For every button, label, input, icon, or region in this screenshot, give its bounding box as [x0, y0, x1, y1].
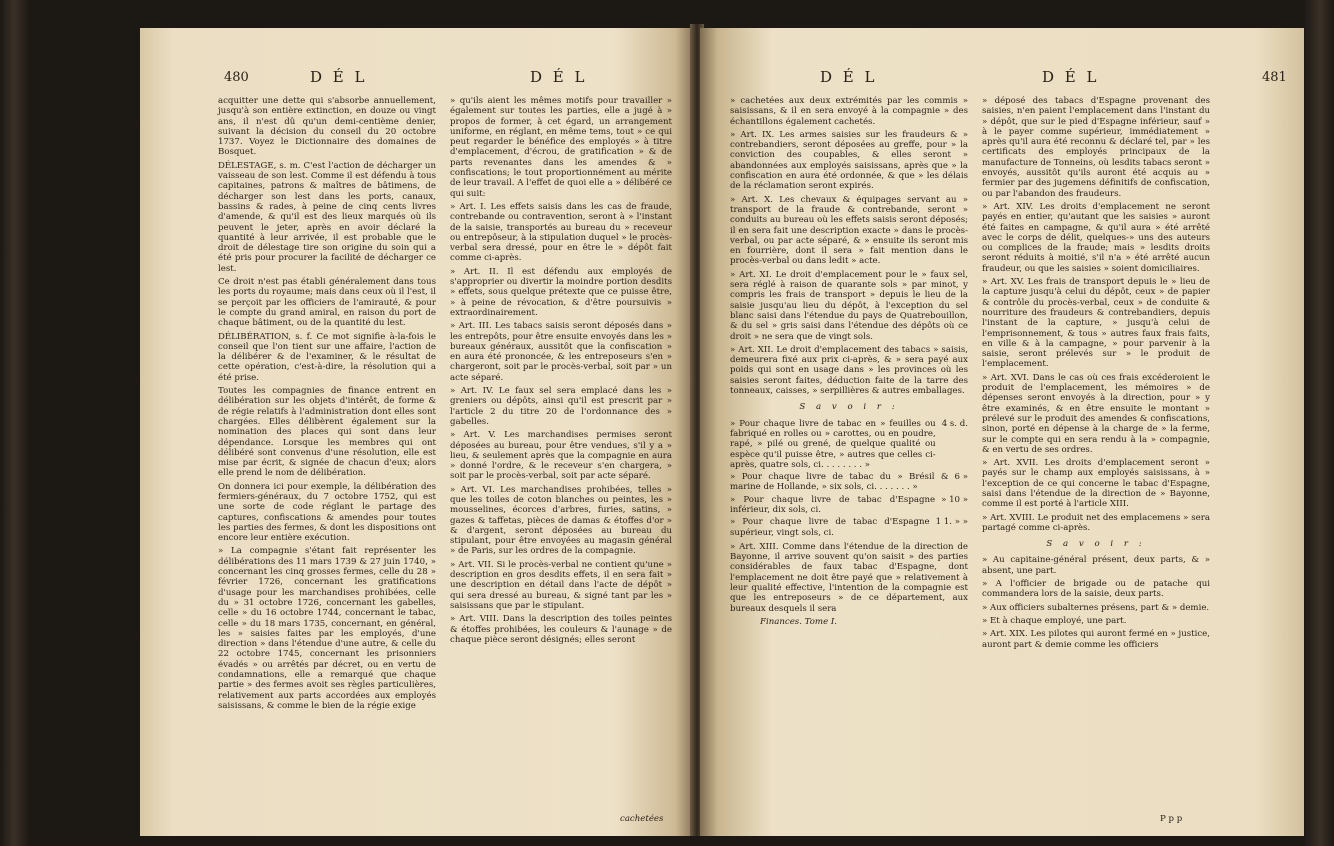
right-column-1 — [730, 96, 968, 627]
article: » Art. XVIII. Le produit net des emplacemens » sera partagé comme ci-après. — [982, 512, 1210, 533]
paragraph: » Au capitaine-général présent, deux parts, & » absent, une part. — [982, 555, 1210, 576]
tariff-amount: 6 » — [954, 472, 968, 483]
right-column-2 — [982, 96, 1210, 653]
savoir-heading-2: S a v o i r : — [1046, 539, 1146, 550]
catchword: cachetées — [620, 814, 664, 824]
tariff-amount: » 10 » — [941, 494, 968, 505]
tariff-amount: 1 1. » » — [935, 517, 968, 528]
left-page — [140, 28, 692, 836]
left-column-1 — [218, 96, 436, 714]
article: » Art. III. Les tabacs saisis seront déposés dans » les entrepôts, pour être ensuite envoyés dans les » bureaux généraux, aussitôt que la confiscation » en aura été prononcée, & les entreposeurs s'en » chargeront, soit par le procès-verbal, soit par » un acte séparé. — [450, 321, 672, 383]
article: » Art. I. Les effets saisis dans les cas de fraude, contrebande ou contravention, seront à » l'instant de la saisie, transportés au bureau du » receveur ou entrepôseur, à la stipulation duquel » le procès-verbal sera dressé, pour en être le » dépôt fait comme ci-après. — [450, 201, 672, 264]
paragraph: » déposé des tabacs d'Espagne provenant des saisies, n'en paient l'emplacement dans l'instant du » dépôt, que sur le pied d'Espagne inférieur, sauf » à le payer comme supérieur, immédiatement » après qu'il aura été reconnu & déclaré tel, par » les certificats des employés principaux de la manufacture de Tonneins, où lesdits tabacs seront » envoyés, aussitôt qu'ils auront été acquis au » fermier par des jugemens définitifs de confiscation, ou par l'abandon des fraudeurs. — [982, 96, 1210, 199]
paragraph: acquitter une dette qui s'absorbe annuellement, jusqu'à son entière extinction, en douze ou vingt ans, il n'est dû qu'un demi-centième denier, suivant la décision du conseil du 20 octobre 1737. Voyez le Dictionnaire des domaines de Bosquet. — [218, 96, 436, 158]
article: » Art. XI. Le droit d'emplacement pour le » faux sel, sera réglé à raison de quarante sols » par minot, y compris les frais de transport » depuis le lieu de la saisie jusqu'au lieu du dépôt, à l'exception du sel blanc saisi dans l'étendue du pays de Quatrebouillon, & du sel » gris saisi dans l'étendue des dépôts où ce droit » ne sera que de vingt sols. — [730, 269, 968, 342]
left-running-head-2: D É L — [530, 68, 588, 86]
paragraph: » qu'ils aient les mêmes motifs pour travailler » également sur toutes les parties, elle a jugé à » propos de former, à cet égard, un arrangement uniforme, en réglant, en même tems, tout » ce qui peut regarder le bénéfice des employés » à titre d'emplacement, d'écrou, de gratification » & de parts revenantes dans les amendes & » confiscations; le tout proportionnément au mérite de leur travail. A l'effet de quoi elle a » délibéré ce qui suit: — [450, 96, 672, 199]
paragraph: » Aux officiers subalternes présens, part & » demie. — [982, 602, 1210, 613]
tariff-text: » Pour chaque livre de tabac du » Brésil & marine de Hollande, » six sols, ci. . . . . . . » — [730, 472, 949, 493]
article: » Art. XV. Les frais de transport depuis le » lieu de la capture jusqu'à celui du dépôt, ceux » de papier & contrôle du procès-verbal, ceux » de conduite & nourriture des fraudeurs & contrebandiers, depuis l'instant de la capture, » jusqu'à celui de l'emprisonnement, & tous » autres faux frais faits, en ville & à la campagne, » pour parvenir à la saisie, seront prélevés sur » le produit de l'emplacement. — [982, 277, 1210, 370]
tariff-row — [730, 495, 968, 516]
entry-deliberation: DÉLIBÉRATION, s. f. Ce mot signifie à-la-fois le conseil que l'on tient sur une affaire, l'action de la délibérer & de l'examiner, & le résultat de cette opération, c'est-à-dire, la résolution qui a été prise. — [218, 331, 436, 383]
article: » Art. XIX. Les pilotes qui auront fermé en » justice, auront part & demie comme les officiers — [982, 629, 1210, 650]
right-running-head-2: D É L — [1042, 68, 1100, 86]
article: » Art. VI. Les marchandises prohibées, telles » que les toiles de coton blanches ou peintes, les » mousselines, écorces d'arbres, furies, satins, » gazes & taffetas, pièces de damas & étoffes d'or » & d'argent, seront déposées au bureau du stipulant, pour être envoyées au magasin général » de Paris, sur les ordres de la compagnie. — [450, 484, 672, 557]
article: » Art. XII. Le droit d'emplacement des tabacs » saisis, demeurera fixé aux prix ci-après, & » sera payé aux poids qui sont en usage dans » les provinces où les saisies seront faites, déduction faite de la tarre des tonneaux, caisses, » serpillières & autres emballages. — [730, 344, 968, 397]
article: » Art. XVII. Les droits d'emplacement seront » payés sur le champ aux employés saisissans, à » l'exception de ce qui concerne le tabac d'Espagne, saisi dans l'étendue de la direction de » Bayonne, comme il est porté à l'article XIII. — [982, 458, 1210, 510]
article: » Art. VII. Si le procès-verbal ne contient qu'une » description en gros desdits effets, il en sera fait » une description en détail dans l'acte de dépôt » qui sera dressé au bureau, & signé tant par les » saisissans que par le stipulant. — [450, 559, 672, 611]
left-running-head-1: D É L — [310, 68, 368, 86]
article: » Art. VIII. Dans la description des toiles peintes & étoffes prohibées, les couleurs & l'aunage » de chaque pièce seront désignés; elles seront — [450, 614, 672, 645]
tariff-row — [730, 419, 968, 470]
article: » Art. IV. Le faux sel sera emplacé dans les » greniers ou dépôts, ainsi qu'il est prescrit par » l'article 2 du titre 20 de l'ordonnance des » gabelles. — [450, 386, 672, 427]
tariff-amount: 4 s. d. — [941, 418, 968, 429]
tariff-text: » Pour chaque livre de tabac d'Espagne supérieur, vingt sols, ci. — [730, 517, 930, 538]
footer-signature: Finances. Tome I. — [760, 616, 838, 627]
article: » Art. V. Les marchandises permises seront déposées au bureau, pour être vendues, s'il y a » lieu, & seulement après que la compagnie en aura » donné l'ordre, & le receveur s'en chargera, » soit par le procès-verbal, soit par acte séparé. — [450, 430, 672, 482]
article: » Art. XVI. Dans le cas où ces frais excéderoient le produit de l'emplacement, les mémoires » de dépenses seront envoyés à la direction, pour » y être examinés, & en être ensuite le montant » prélevé sur le produit des amendes & confiscations, sinon, porté en dépense à la charge de » la ferme, sur le compte qui en sera rendu à la » compagnie, & en vertu de ses ordres. — [982, 372, 1210, 455]
tariff-text: » Pour chaque livre de tabac en » feuilles ou fabriqué en rolles ou » carottes, ou en poudre, rapé, » pilé ou grené, de quelque qualité ou espèce qu'il puisse être, » autres que celles ci-après, quatre sols, ci. . . . . . . . » — [730, 418, 936, 470]
article: » Art. II. Il est défendu aux employés de s'approprier ou divertir la moindre portion desdits » effets, sous quelque prétexte que ce puisse être, » à peine de révocation, & d'être poursuivis » extraordinairement. — [450, 266, 672, 318]
tariff-row — [730, 517, 968, 538]
right-page-number: 481 — [1262, 70, 1287, 85]
entry-delestage: DÉLESTAGE, s. m. C'est l'action de décharger un vaisseau de son lest. Comme il est défendu à tous capitaines, patrons & maîtres de bâtimens, de décharger son lest dans les ports, canaux, bassins & rades, à peine de cinq cents livres d'amende, & qu'il est des lieux marqués où ils peuvent le jeter, après en avoir déclaré la quantité à leur arrivée, il est probable que le droit de délestage tire son origine du soin qui a été pris pour procurer la facilité de décharger ce lest. — [218, 160, 436, 274]
right-page — [700, 28, 1304, 836]
left-column-2 — [450, 96, 672, 648]
article: » Art. XIII. Comme dans l'étendue de la direction de Bayonne, il arrive souvent qu'on saisit » des parties considérables de faux tabac d'Espagne, dont l'emplacement ne doit être payé que » relativement à leur qualité effective, l'intention de la compagnie est que les entreposeurs » de ce département, aux bureaux desquels il sera — [730, 541, 968, 614]
paragraph: » Et à chaque employé, une part. — [982, 615, 1127, 626]
right-running-head-1: D É L — [820, 68, 878, 86]
article: » Art. X. Les chevaux & équipages servant au » transport de la fraude & contrebande, seront » conduits au bureau où les effets saisis seront déposés; il en sera fait une description exacte » dans le procès-verbal, ou par acte séparé, & » ensuite ils seront mis en fourrière, dont il sera » fait mention dans le procès-verbal ou dans ledit » acte. — [730, 194, 968, 267]
tariff-row — [730, 472, 968, 493]
signature-mark: P p p — [1160, 814, 1183, 824]
article: » Art. XIV. Les droits d'emplacement ne seront payés en entier, qu'autant que les saisies » auront été faites en campagne, & qu'il aura » été arrêté avec le corps de délit, quelques-» uns des auteurs ou complices de la fraude; mais » lesdits droits seront réduits à moitié, s'il n'a » été arrêté aucun fraudeur, ou que les saisies » soient domiciliaires. — [982, 201, 1210, 274]
paragraph: Toutes les compagnies de finance entrent en délibération sur les objets d'intérêt, de forme & de régie relatifs à l'administration dont elles sont chargées. Elles délibèrent également sur la nomination des places qui sont dans leur dépendance. Lorsque les membres qui ont délibéré sont convenus d'une résolution, elle est mise par écrit, & signée de chacun d'eux; alors elle prend le nom de délibération. — [218, 386, 436, 479]
savoir-heading: S a v o i r : — [799, 402, 899, 413]
paragraph: » La compagnie s'étant fait représenter les délibérations des 11 mars 1739 & 27 juin 1740, » concernant les cinq grosses fermes, celle du 28 » février 1726, concernant les gratifications d'usage pour les marchandises prohibées, celle du » 31 octobre 1726, concernant les gabelles, celle » du 16 octobre 1744, concernant le tabac, celle » du 18 mars 1735, concernant, en général, les » saisies faites par les employés, d'une direction » dans l'étendue d'une autre, & celle du 22 octobre 1745, concernant les prisonniers évadés » ou arrêtés par décret, ou en vertu de condamnations, elle a remarqué que chaque partie » des fermes avoit ses règles particulières, relativement aux parts accordées aux employés saisissans, & comme le bien de la régie exige — [218, 546, 436, 711]
paragraph: » cachetées aux deux extrémités par les commis » saisissans, & il en sera envoyé à la compagnie » des échantillons également cachetés. — [730, 96, 968, 127]
left-page-number: 480 — [224, 70, 249, 85]
article: » Art. IX. Les armes saisies sur les fraudeurs & » contrebandiers, seront déposées au greffe, pour » la conviction des coupables, & elles seront » abandonnées aux employés saisissans, après que » la confiscation en aura été ordonnée, & que » les délais de la réclamation seront expirés. — [730, 129, 968, 192]
paragraph: » A l'officier de brigade ou de patache qui commandera lors de la saisie, deux parts. — [982, 579, 1210, 600]
paragraph: Ce droit n'est pas établi généralement dans tous les ports du royaume; mais dans ceux où il l'est, il se perçoit par les officiers de l'amirauté, & pour le compte du grand amiral, en raison du port de chaque bâtiment, ou de la quantité du lest. — [218, 277, 436, 329]
tariff-text: » Pour chaque livre de tabac d'Espagne inférieur, dix sols, ci. — [730, 494, 936, 515]
paragraph: On donnera ici pour exemple, la délibération des fermiers-généraux, du 7 octobre 1752, qui est une sorte de code réglant le partage des captures, confiscations & amendes pour toutes les parties des fermes, & dont les dispositions ont encore leur entière exécution. — [218, 481, 436, 544]
